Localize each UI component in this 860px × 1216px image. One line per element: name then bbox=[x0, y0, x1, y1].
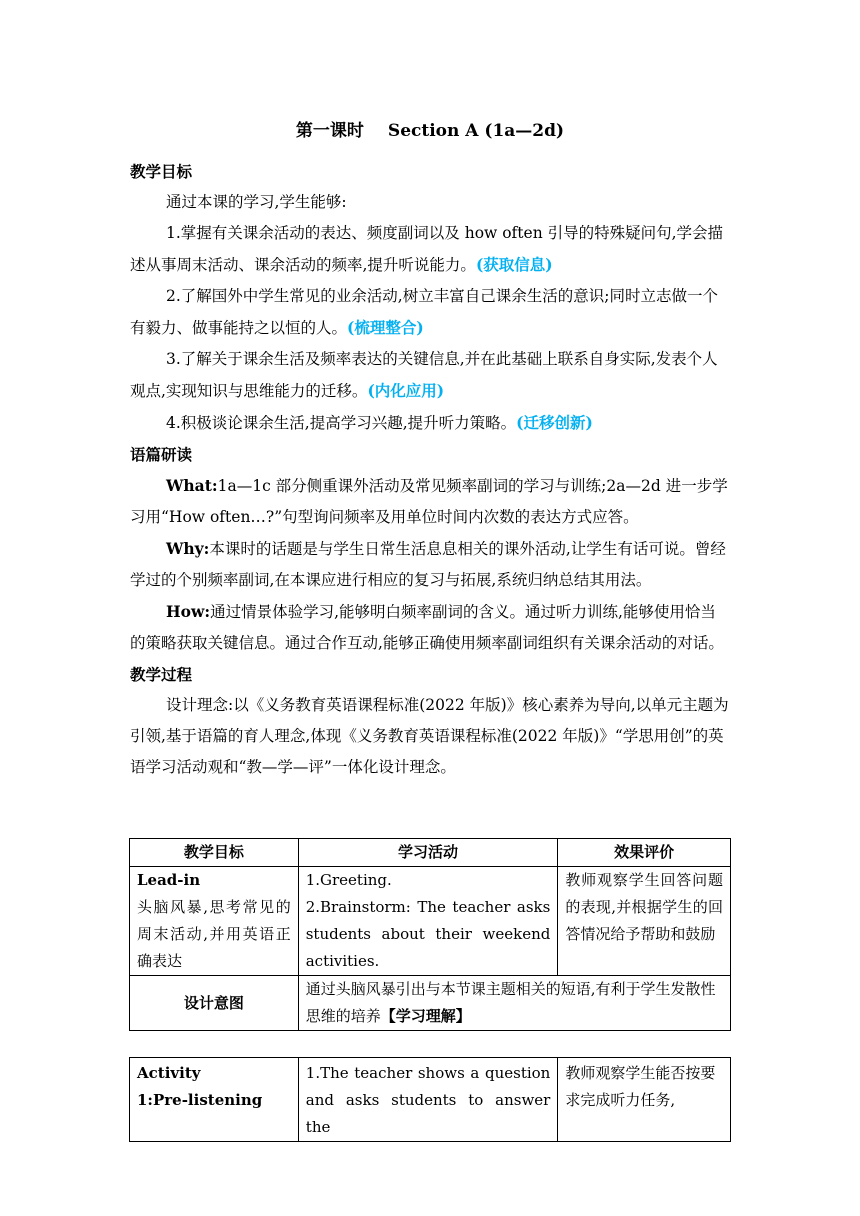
activity-step: 2.Brainstorm: The teacher asks students about their weekend activities. bbox=[305, 898, 551, 970]
goal-cell bbox=[130, 867, 299, 976]
activity-cell: 1.The teacher shows a question and asks students to answer the bbox=[298, 1058, 558, 1142]
page-title bbox=[0, 116, 860, 141]
goal-tag: (获取信息) bbox=[475, 255, 553, 274]
header-evaluation: 效果评价 bbox=[558, 839, 731, 867]
intent-label: 设计意图 bbox=[130, 976, 299, 1031]
section-label: Section A (1a—2d) bbox=[387, 121, 565, 141]
goal-tag: (内化应用) bbox=[367, 381, 445, 400]
goal-cell bbox=[130, 1058, 299, 1142]
goal-title: Activity bbox=[137, 1064, 201, 1082]
goal-tag: (迁移创新) bbox=[516, 413, 593, 432]
design-concept: 设计理念:以《义务教育英语课程标准(2022 年版)》核心素养为导向,以单元主题为引领,基于语篇的育人理念,体现《义务教育英语课程标准(2022 年版)》“学思用创”的英语学习活动观和“教—学—评”一体化设计理念。 bbox=[130, 696, 729, 776]
lesson-table-1 bbox=[129, 838, 731, 1031]
goal-item: 2.了解国外中学生常见的业余活动,树立丰富自己课余生活的意识;同时立志做一个有毅力、做事能持之以恒的人。(梳理整合) bbox=[130, 287, 718, 337]
goal-tag: (梳理整合) bbox=[347, 318, 424, 337]
evaluation-cell: 教师观察学生回答问题的表现,并根据学生的回答情况给予帮助和鼓励 bbox=[558, 867, 731, 976]
goal-desc: 头脑风暴,思考常见的周末活动,并用英语正确表达 bbox=[137, 898, 291, 970]
goals-heading: 教学目标 bbox=[130, 162, 193, 181]
header-goal: 教学目标 bbox=[130, 839, 299, 867]
goal-item: 1.掌握有关课余活动的表达、频度副词以及 how often 引导的特殊疑问句,学会描述从事周末活动、课余活动的频率,提升听说能力。(获取信息) bbox=[130, 224, 724, 274]
why-paragraph: Why:本课时的话题是与学生日常生活息息相关的课外活动,让学生有话可说。曾经学过的个别频率副词,在本课应进行相应的复习与拓展,系统归纳总结其用法。 bbox=[130, 539, 726, 589]
goal-item: 4.积极谈论课余生活,提高学习兴趣,提升听力策略。(迁移创新) bbox=[166, 413, 593, 432]
what-paragraph: What:1a—1c 部分侧重课外活动及常见频率副词的学习与训练;2a—2d 进一步学习用“How often…?”句型询问频率及用单位时间内次数的表达方式应答。 bbox=[130, 476, 728, 526]
activity-cell bbox=[298, 867, 558, 976]
lesson-table-2 bbox=[129, 1057, 731, 1142]
goals-intro: 通过本课的学习,学生能够: bbox=[166, 193, 347, 211]
goal-item: 3.了解关于课余生活及频率表达的关键信息,并在此基础上联系自身实际,发表个人观点,实现知识与思维能力的迁移。(内化应用) bbox=[130, 350, 718, 400]
intent-tag: 【学习理解】 bbox=[380, 1007, 471, 1025]
process-heading: 教学过程 bbox=[130, 665, 193, 684]
goal-subtitle: 1:Pre-listening bbox=[137, 1091, 263, 1109]
goals-section bbox=[130, 156, 730, 783]
reading-heading: 语篇研读 bbox=[130, 445, 193, 464]
lesson-label: 第一课时 bbox=[295, 121, 364, 141]
evaluation-cell: 教师观察学生能否按要求完成听力任务, bbox=[558, 1058, 731, 1142]
how-paragraph: How:通过情景体验学习,能够明白频率副词的含义。通过听力训练,能够使用恰当的策略获取关键信息。通过合作互动,能够正确使用频率副词组织有关课余活动的对话。 bbox=[130, 602, 724, 652]
activity-step: 1.Greeting. bbox=[305, 871, 392, 889]
header-activity: 学习活动 bbox=[298, 839, 558, 867]
goal-title: Lead-in bbox=[137, 871, 201, 889]
intent-text: 通过头脑风暴引出与本节课主题相关的短语,有利于学生发散性思维的培养【学习理解】 bbox=[298, 976, 730, 1031]
